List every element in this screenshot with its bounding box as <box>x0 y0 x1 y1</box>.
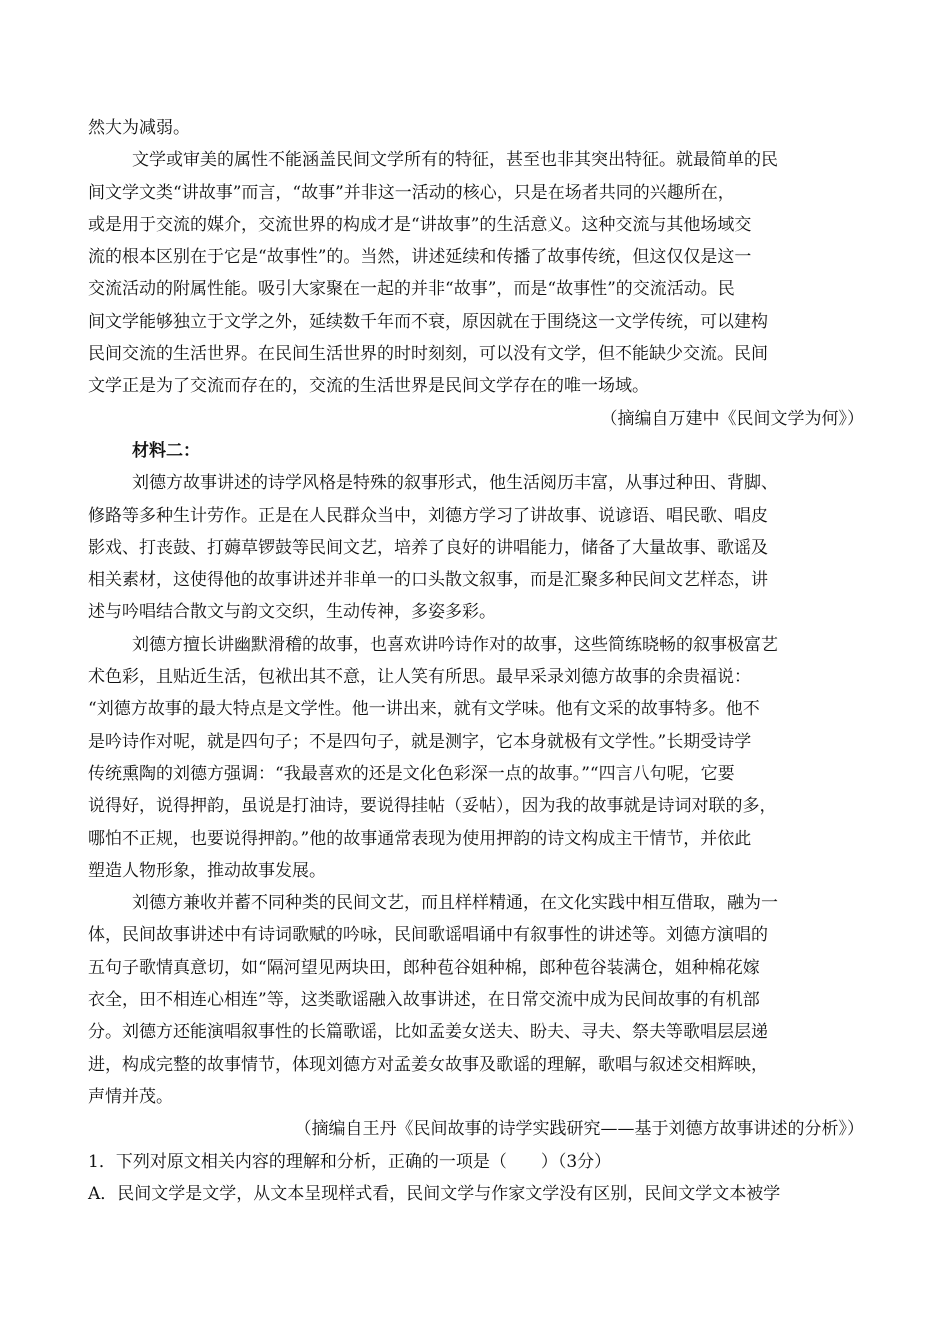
paragraph-line: 或是用于交流的媒介，交流世界的构成才是“讲故事”的生活意义。这种交流与其他场域交 <box>88 214 752 235</box>
paragraph-line: “刘德方故事的最大特点是文学性。他一讲出来，就有文学味。他有文采的故事特多。他不 <box>88 699 760 720</box>
paragraph-line: 交流活动的附属性能。吸引大家聚在一起的并非“故事”，而是“故事性”的交流活动。民 <box>88 279 735 300</box>
paragraph-line: 说得好，说得押韵，虽说是打油诗，要说得挂帖（妥帖），因为我的故事就是诗词对联的多， <box>88 796 777 817</box>
paragraph-line: 刘德方兼收并蓄不同种类的民间文艺，而且样样精通，在文化实践中相互借取，融为一 <box>132 893 778 914</box>
paragraph-line: 分。刘德方还能演唱叙事性的长篇歌谣，比如孟姜女送夫、盼夫、寻夫、祭夫等歌唱层层递 <box>88 1022 768 1043</box>
paragraph-line: 修路等多种生计劳作。正是在人民群众当中，刘德方学习了讲故事、说谚语、唱民歌、唱皮 <box>88 505 768 526</box>
paragraph-line: 相关素材，这使得他的故事讲述并非单一的口头散文叙事，而是汇聚多种民间文艺样态，讲 <box>88 570 768 591</box>
question-option-a: A．民间文学是文学，从文本呈现样式看，民间文学与作家文学没有区别，民间文学文本被学 <box>88 1183 781 1204</box>
paragraph-line: 述与吟唱结合散文与韵文交织，生动传神，多姿多彩。 <box>88 602 496 623</box>
paragraph-line: 刘德方擅长讲幽默滑稽的故事，也喜欢讲吟诗作对的故事，这些简练晓畅的叙事极富艺 <box>132 634 778 655</box>
paragraph-line: 刘德方故事讲述的诗学风格是特殊的叙事形式，他生活阅历丰富，从事过种田、背脚、 <box>132 473 778 494</box>
paragraph-line: 是吟诗作对呢，就是四句子；不是四句子，就是测字，它本身就极有文学性。”长期受诗学 <box>88 731 752 752</box>
paragraph-line: 进，构成完整的故事情节，体现刘德方对孟姜女故事及歌谣的理解，歌唱与叙述交相辉映， <box>88 1054 768 1075</box>
paragraph-line: 术色彩，且贴近生活，包袱出其不意，让人笑有所思。最早采录刘德方故事的余贵福说： <box>88 667 751 688</box>
section-heading: 材料二： <box>132 440 200 461</box>
source-citation: （摘编自王丹《民间故事的诗学实践研究——基于刘德方故事讲述的分析》） <box>294 1119 864 1140</box>
paragraph-line: 然大为减弱。 <box>88 118 190 138</box>
question-stem: 1．下列对原文相关内容的理解和分析，正确的一项是（ ）（3分） <box>88 1151 612 1172</box>
paragraph-line: 衣全，田不相连心相连”等，这类歌谣融入故事讲述，在日常交流中成为民间故事的有机部 <box>88 990 760 1011</box>
paragraph-line: 五句子歌情真意切，如“隔河望见两块田，郎种苞谷姐种棉，郎种苞谷装满仓，姐种棉花嫁 <box>88 957 760 978</box>
paragraph-line: 体，民间故事讲述中有诗词歌赋的吟咏，民间歌谣唱诵中有叙事性的讲述等。刘德方演唱的 <box>88 925 768 946</box>
paragraph-line: 传统熏陶的刘德方强调：“我最喜欢的还是文化色彩深一点的故事。”“四言八句呢，它要 <box>88 763 735 784</box>
source-citation: （摘编自万建中《民间文学为何》） <box>600 408 864 429</box>
paragraph-line: 文学正是为了交流而存在的，交流的生活世界是民间文学存在的唯一场域。 <box>88 376 649 397</box>
document-page <box>88 112 864 1210</box>
paragraph-line: 塑造人物形象，推动故事发展。 <box>88 860 326 881</box>
paragraph-line: 民间交流的生活世界。在民间生活世界的时时刻刻，可以没有文学，但不能缺少交流。民间 <box>88 344 768 365</box>
paragraph-line: 影戏、打丧鼓、打薅草锣鼓等民间文艺，培养了良好的讲唱能力，储备了大量故事、歌谣及 <box>88 537 768 558</box>
paragraph-line: 间文学文类“讲故事”而言，“故事”并非这一活动的核心，只是在场者共同的兴趣所在， <box>88 182 735 203</box>
paragraph-line: 哪怕不正规，也要说得押韵。”他的故事通常表现为使用押韵的诗文构成主干情节，并依此 <box>88 828 752 849</box>
paragraph-line: 间文学能够独立于文学之外，延续数千年而不衰，原因就在于围绕这一文学传统，可以建构 <box>88 311 768 332</box>
paragraph-line: 流的根本区别在于它是“故事性”的。当然，讲述延续和传播了故事传统，但这仅仅是这一 <box>88 247 752 268</box>
paragraph-line: 声情并茂。 <box>88 1086 173 1107</box>
paragraph-line: 文学或审美的属性不能涵盖民间文学所有的特征，甚至也非其突出特征。就最简单的民 <box>132 150 778 171</box>
